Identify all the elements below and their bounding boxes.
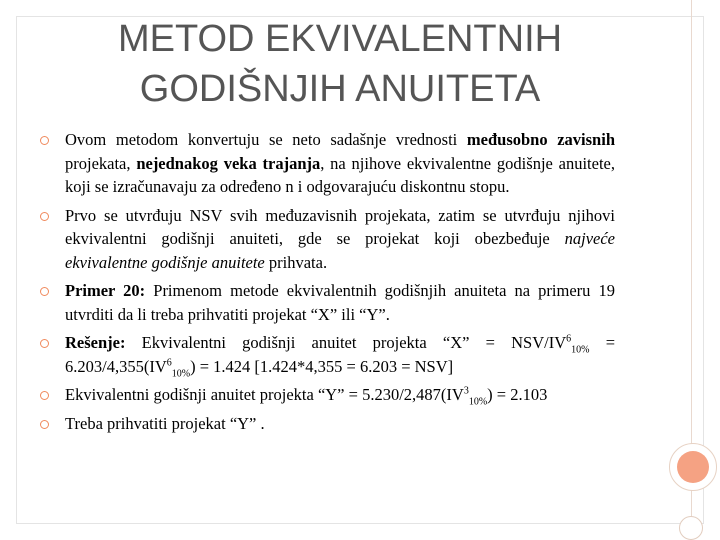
decorative-filled-circle: [677, 451, 709, 483]
bullet-circle-icon: [40, 391, 49, 400]
bullet-circle-icon: [40, 420, 49, 429]
bullet-item: Ekvivalentni godišnji anuitet projekta “Y” = $5.230/2,487(IV^3_{10\%}) = 2.103$: [40, 383, 615, 407]
bullet-item: Rešenje: Ekvivalentni godišnji anuitet projekta “X” = NSV/$IV^6_{10\%} = 6.203/4,355(IV^6_{10\%}) = 1.424$ [1.424*4,355 = 6.203 = NSV]: [40, 331, 615, 378]
bullet-item: Primer 20: Primenom metode ekvivalentnih godišnjih anuiteta na primeru 19 utvrditi da li treba prihvatiti projekat “X” ili “Y”.: [40, 279, 615, 326]
slide-title: [40, 14, 640, 114]
bullet-circle-icon: [40, 212, 49, 221]
title-line-1: METOD EKVIVALENTNIH: [117, 18, 563, 60]
bullet-circle-icon: [40, 339, 49, 348]
bullet-item: Prvo se utvrđuju NSV svih međuzavisnih projekata, zatim se utvrđuju njihovi ekvivalentni godišnji anuiteti, gde se projekat koji obezbeđuje najveće ekvivalentne godišnje anuitete prihvata.: [40, 204, 615, 275]
title-line-2: GODIŠNJIH ANUITETA: [139, 68, 541, 110]
bullet-list: [40, 128, 615, 440]
bullet-item: Ovom metodom konvertuju se neto sadašnje vrednosti međusobno zavisnih projekata, nejednakog veka trajanja, na njihove ekvivalentne godišnje anuitete, koji se izračunavaju za određeno n i odgovarajuću diskontnu stopu.: [40, 128, 615, 199]
decorative-ring-small: [679, 516, 703, 540]
bullet-circle-icon: [40, 287, 49, 296]
bullet-item: Treba prihvatiti projekat “Y” .: [40, 412, 615, 436]
bullet-circle-icon: [40, 136, 49, 145]
